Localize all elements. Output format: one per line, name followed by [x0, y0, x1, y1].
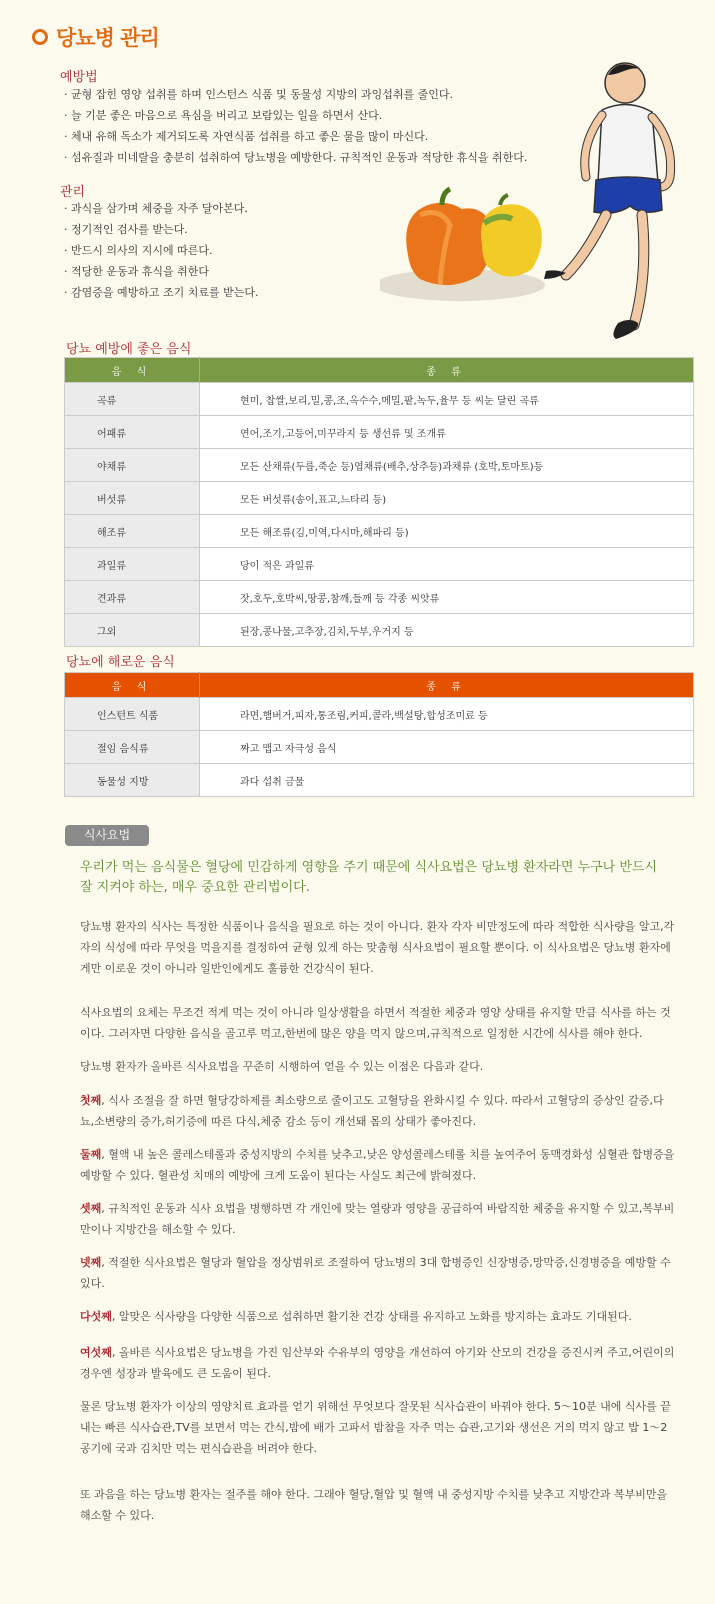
food-category: 버섯류 — [65, 482, 200, 515]
food-types: 라면,햄버거,피자,통조림,커피,콜라,백설탕,합성조미료 등 — [200, 698, 694, 731]
good-foods-table — [64, 357, 694, 647]
benefit-ordinal: 넷째 — [80, 1256, 102, 1269]
food-category: 동물성 지방 — [65, 764, 200, 797]
list-item: · 감염증을 예방하고 조기 치료를 받는다. — [64, 282, 259, 303]
runner-and-peppers-illustration — [380, 55, 680, 355]
table-row — [65, 482, 694, 515]
list-item: · 균형 잡힌 영양 섭취를 하며 인스턴스 식품 및 동물성 지방의 과잉섭취를 줄인다. — [64, 84, 527, 105]
list-item: · 늘 기분 좋은 마음으로 욕심을 버리고 보람있는 일을 하면서 산다. — [64, 105, 527, 126]
column-header-type: 종 류 — [200, 358, 694, 383]
food-types: 모든 산채류(두릅,죽순 등)엽채류(배추,상추등)과채류 (호박,토마토)등 — [200, 449, 694, 482]
column-header-food: 음 식 — [65, 673, 200, 698]
good-foods-title: 당뇨 예방에 좋은 음식 — [66, 342, 192, 357]
diet-paragraph: 당뇨병 환자의 식사는 특정한 식품이나 음식을 필요로 하는 것이 아니다. 환자 각자 비만정도에 따라 적합한 식사량을 알고,각자의 식성에 따라 무엇을 먹을지를 결정하여 균형 있게 하는 맞춤형 식사요법이 필요할 뿐이다. 이 식사요법은 당뇨병 환자에게만 이로운 것이 아니라 일반인에게도 훌륭한 건강식이 된다. — [80, 920, 675, 975]
benefit-text: , 알맞은 식사량을 다양한 식품으로 섭취하면 활기찬 건강 상태를 유지하고 노화를 방지하는 효과도 기대된다. — [111, 1310, 632, 1323]
food-category: 어패류 — [65, 416, 200, 449]
table-row — [65, 383, 694, 416]
table-row — [65, 548, 694, 581]
benefit-paragraph — [80, 1342, 676, 1384]
table-header-row — [65, 358, 694, 383]
table-row — [65, 515, 694, 548]
food-types: 모든 해조류(김,미역,다시마,해파리 등) — [200, 515, 694, 548]
benefit-ordinal: 여섯째 — [80, 1346, 112, 1359]
page-title-text: 당뇨병 관리 — [56, 26, 159, 50]
column-header-type: 종 류 — [200, 673, 694, 698]
diet-paragraph: 물론 당뇨병 환자가 이상의 영양치료 효과를 얻기 위해선 무엇보다 잘못된 식사습관이 바꿔야 한다. 5～10분 내에 식사를 끝내는 빠른 식사습관,TV를 보면서 먹는 간식,밤에 배가 고파서 밤참을 자주 먹는 습관,고기와 생선은 거의 먹지 않고 밥 1～2공기에 국과 김치만 먹는 편식습관을 버려야 한다. — [80, 1400, 671, 1455]
benefit-paragraph — [80, 1306, 676, 1327]
food-category: 야채류 — [65, 449, 200, 482]
table-row — [65, 698, 694, 731]
benefit-text: , 규칙적인 운동과 식사 요법을 병행하면 각 개인에 맞는 열량과 영양을 공급하여 바람직한 체중을 유지할 수 있고,복부비만이나 지방간을 해소할 수 있다. — [80, 1202, 675, 1236]
food-category: 과일류 — [65, 548, 200, 581]
bad-foods-title: 당뇨에 해로운 음식 — [66, 655, 175, 670]
table-row — [65, 449, 694, 482]
management-list — [64, 198, 259, 303]
table-row — [65, 581, 694, 614]
food-category: 견과류 — [65, 581, 200, 614]
food-types: 현미, 찹쌀,보리,밀,콩,조,옥수수,메밀,팥,녹두,율무 등 씨눈 달린 곡류 — [200, 383, 694, 416]
benefit-text: , 식사 조절을 잘 하면 혈당강하제를 최소량으로 줄이고도 고혈당을 완화시킬 수 있다. 따라서 고혈당의 증상인 갈증,다뇨,소변량의 증가,허기증에 따른 다식,체중 감소 등이 개선돼 몸의 상태가 좋아진다. — [80, 1094, 664, 1128]
table-row — [65, 731, 694, 764]
list-item: · 체내 유해 독소가 제거되도록 자연식품 섭취를 하고 좋은 물을 많이 마신다. — [64, 126, 527, 147]
benefit-ordinal: 셋째 — [80, 1202, 102, 1215]
table-row — [65, 764, 694, 797]
benefit-ordinal: 둘째 — [80, 1148, 102, 1161]
food-types: 과다 섭취 금물 — [200, 764, 694, 797]
food-category: 절임 음식류 — [65, 731, 200, 764]
benefit-paragraph — [80, 1090, 676, 1132]
list-item: · 반드시 의사의 지시에 따른다. — [64, 240, 259, 261]
prevention-heading: 예방법 — [60, 70, 98, 85]
benefit-paragraph — [80, 1252, 676, 1294]
circle-icon — [32, 29, 48, 45]
diet-paragraph: 또 과음을 하는 당뇨병 환자는 절주를 해야 한다. 그래야 혈당,혈압 및 혈액 내 중성지방 수치를 낮추고 지방간과 복부비만을 해소할 수 있다. — [80, 1488, 668, 1522]
diet-paragraph: 식사요법의 요체는 무조건 적게 먹는 것이 아니라 일상생활을 하면서 적절한 체중과 영양 상태를 유지할 만큼 식사를 하는 것이다. 그러자면 다양한 음식을 골고루 먹고,한번에 많은 양을 먹지 않으며,규칙적으로 일정한 시간에 식사를 해야 한다. — [80, 1006, 671, 1040]
peppers — [380, 189, 545, 301]
page-title — [32, 22, 159, 52]
benefit-ordinal: 다섯째 — [80, 1310, 112, 1323]
food-types: 모든 버섯류(송이,표고,느타리 등) — [200, 482, 694, 515]
benefit-text: , 올바른 식사요법은 당뇨병을 가진 임산부와 수유부의 영양을 개선하여 아기와 산모의 건강을 증진시켜 주고,어린이의 경우엔 성장과 발육에도 큰 도움이 된다. — [80, 1346, 675, 1380]
list-item: · 과식을 삼가며 체중을 자주 달아본다. — [64, 198, 259, 219]
food-types: 된장,콩나물,고추장,김치,두부,우거지 등 — [200, 614, 694, 647]
food-types: 연어,조기,고등어,미꾸라지 등 생선류 및 조개류 — [200, 416, 694, 449]
list-item: · 섬유질과 미네랄을 충분히 섭취하여 당뇨병을 예방한다. 규칙적인 운동과 적당한 휴식을 취한다. — [64, 147, 527, 168]
benefit-paragraph — [80, 1144, 676, 1186]
table-header-row — [65, 673, 694, 698]
food-category: 그외 — [65, 614, 200, 647]
table-row — [65, 614, 694, 647]
benefit-text: , 혈액 내 높은 콜레스테롤과 중성지방의 수치를 낮추고,낮은 양성콜레스테롤 치를 높여주어 동맥경화성 심혈관 합병증을 예방할 수 있다. 혈관성 치매의 예방에 크게 도움이 된다는 사실도 최근에 밝혀졌다. — [80, 1148, 675, 1182]
food-category: 해조류 — [65, 515, 200, 548]
diet-section-label: 식사요법 — [65, 825, 149, 846]
food-types: 잣,호두,호박씨,땅콩,참깨,들깨 등 각종 씨앗류 — [200, 581, 694, 614]
list-item: · 정기적인 검사를 받는다. — [64, 219, 259, 240]
bad-foods-table — [64, 672, 694, 797]
food-types: 짜고 맵고 자극성 음식 — [200, 731, 694, 764]
diet-paragraph: 당뇨병 환자가 올바른 식사요법을 꾸준히 시행하여 얻을 수 있는 이점은 다음과 같다. — [80, 1060, 484, 1073]
food-category: 인스턴트 식품 — [65, 698, 200, 731]
benefit-paragraph — [80, 1198, 676, 1240]
food-category: 곡류 — [65, 383, 200, 416]
management-heading: 관리 — [60, 185, 86, 200]
benefit-ordinal: 첫째 — [80, 1094, 102, 1107]
column-header-food: 음 식 — [65, 358, 200, 383]
diet-lead-text: 우리가 먹는 음식물은 혈당에 민감하게 영향을 주기 때문에 식사요법은 당뇨병 환자라면 누구나 반드시 잘 지켜야 하는, 매우 중요한 관리법이다. — [80, 860, 658, 895]
food-types: 당이 적은 과일류 — [200, 548, 694, 581]
runner-figure — [544, 63, 671, 339]
list-item: · 적당한 운동과 휴식을 취한다 — [64, 261, 259, 282]
benefit-text: , 적절한 식사요법은 혈당과 혈압을 정상범위로 조절하여 당뇨병의 3대 합병증인 신장병증,망막증,신경병증을 예방할 수 있다. — [80, 1256, 671, 1290]
table-row — [65, 416, 694, 449]
